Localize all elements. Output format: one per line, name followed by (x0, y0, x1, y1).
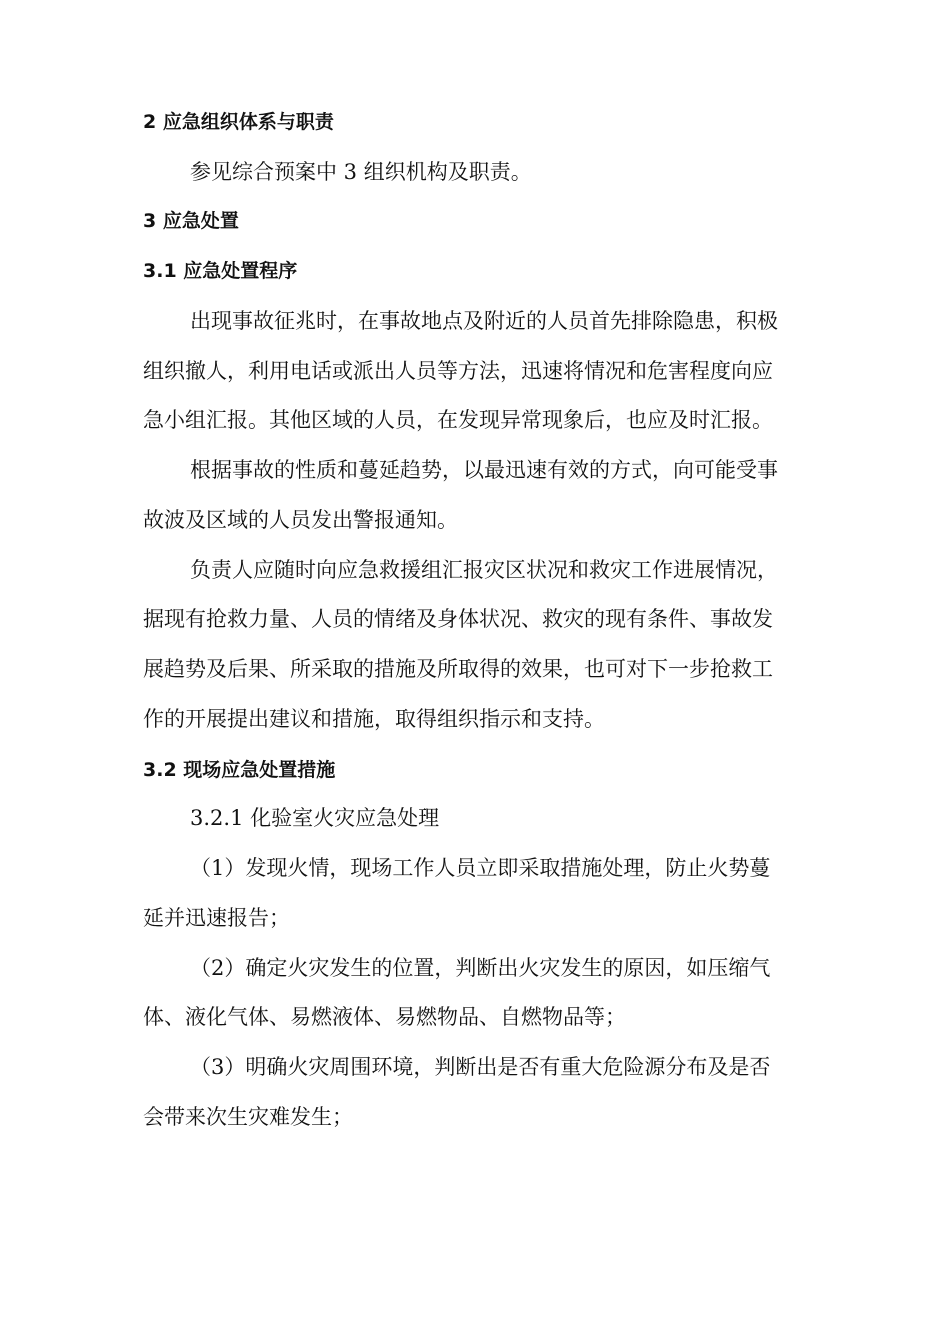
paragraph-1-line-2: 组织撤人，利用电话或派出人员等方法，迅速将情况和危害程度向应 (143, 359, 773, 383)
subheading-3-2-1: 3.2.1 化验室火灾应急处理 (190, 806, 440, 830)
paragraph-3-line-2: 据现有抢救力量、人员的情绪及身体状况、救灾的现有条件、事故发 (143, 607, 773, 631)
item-1-line-1: （1）发现火情，现场工作人员立即采取措施处理，防止火势蔓 (190, 856, 771, 880)
paragraph-3-line-1: 负责人应随时向应急救援组汇报灾区状况和救灾工作进展情况， (190, 558, 778, 582)
heading-section-2: 2 应急组织体系与职责 (143, 111, 334, 133)
paragraph-1-line-3: 急小组汇报。其他区域的人员，在发现异常现象后，也应及时汇报。 (143, 408, 773, 432)
paragraph-3-line-4: 作的开展提出建议和措施，取得组织指示和支持。 (143, 707, 605, 731)
item-3-line-1: （3）明确火灾周围环境，判断出是否有重大危险源分布及是否 (190, 1055, 771, 1079)
paragraph-2-line-1: 根据事故的性质和蔓延趋势，以最迅速有效的方式，向可能受事 (190, 458, 778, 482)
heading-section-3-2: 3.2 现场应急处置措施 (143, 759, 336, 781)
heading-section-3: 3 应急处置 (143, 210, 239, 232)
item-2-line-1: （2）确定火灾发生的位置，判断出火灾发生的原因，如压缩气 (190, 956, 771, 980)
item-2-line-2: 体、液化气体、易燃液体、易燃物品、自燃物品等； (143, 1005, 626, 1029)
paragraph-3-line-3: 展趋势及后果、所采取的措施及所取得的效果，也可对下一步抢救工 (143, 657, 773, 681)
item-3-line-2: 会带来次生灾难发生； (143, 1105, 353, 1129)
paragraph-reference: 参见综合预案中 3 组织机构及职责。 (190, 160, 532, 184)
item-1-line-2: 延并迅速报告； (143, 906, 290, 930)
paragraph-2-line-2: 故波及区域的人员发出警报通知。 (143, 508, 458, 532)
paragraph-1-line-1: 出现事故征兆时，在事故地点及附近的人员首先排除隐患，积极 (190, 309, 778, 333)
heading-section-3-1: 3.1 应急处置程序 (143, 260, 298, 282)
